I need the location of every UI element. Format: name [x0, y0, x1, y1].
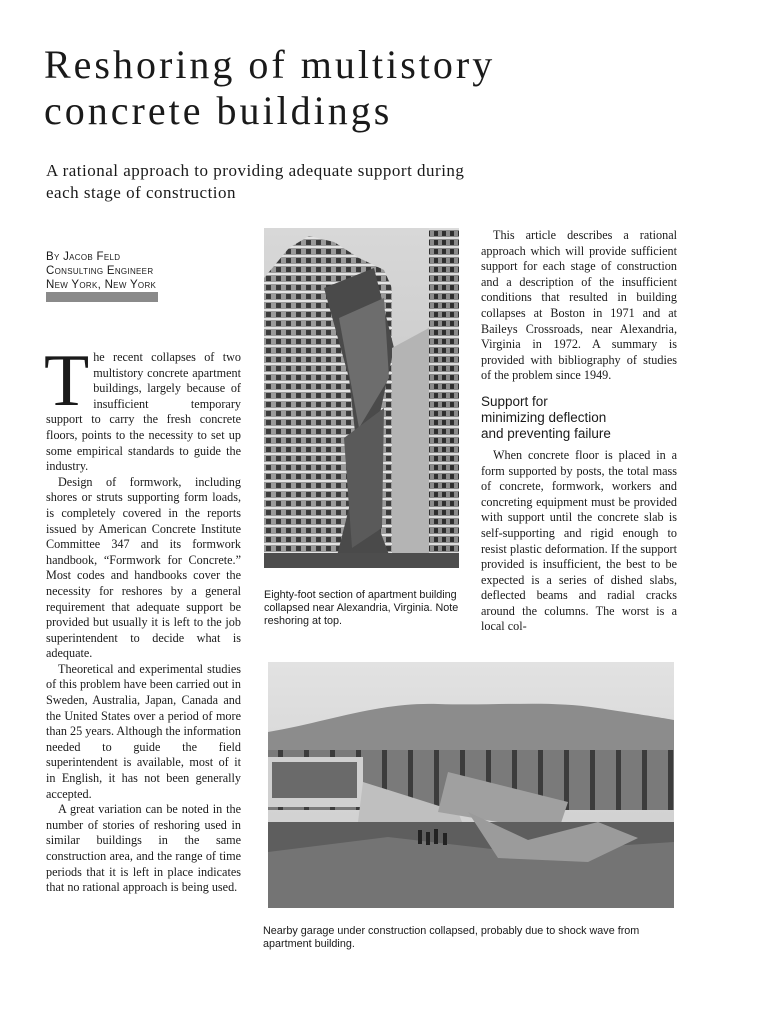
paragraph [44, 340, 241, 475]
byline [46, 250, 246, 292]
byline-location: New York, New York [46, 279, 157, 291]
column-right [481, 228, 677, 635]
paragraph: Theoretical and experimental studies of this problem have been carried out in Sweden, Australia, Japan, Canada and the United States over a period of more than 25 years. Although the information needed to guide the field superintendent is available, most of it in English, it has not been generally accepted. [46, 661, 241, 801]
byline-rule [46, 292, 158, 302]
title-line-2: concrete buildings [44, 88, 393, 133]
byline-role: Consulting Engineer [46, 265, 154, 277]
photo-caption: Eighty-foot section of apartment building collapsed near Alexandria, Virginia. Note reshoring at top. [264, 588, 459, 627]
paragraph: When concrete floor is placed in a form supported by posts, the total mass of concrete, formwork, workers and concreting equipment must be provided with support until the concrete slab is self-supporting and rigid enough to resist plastic deformation. If the support provided is insufficient, the best to be expected is a series of dished slabs, deflected beams and radial cracks around the columns. The worst is a local col- [481, 447, 677, 634]
photo-caption: Nearby garage under construction collapsed, probably due to shock wave from apartment building. [263, 924, 640, 950]
paragraph-text: he recent collapses of two multistory concrete apartment buildings, largely because of insufficient temporary support to carry the fresh concrete floors, points to the necessity to set up some empirical standards to guide the industry. [46, 350, 241, 474]
photo-collapsed-apartment-building [264, 228, 459, 568]
section-heading: Support for minimizing deflection and preventing failure [481, 393, 611, 441]
photo-collapsed-garage [268, 662, 674, 908]
paragraph: This article describes a rational approach which will provide sufficient support for each stage of construction and a description of the insufficient conditions that resulted in building collapses at Boston in 1971 and at Baileys Crossroads, near Alexandria, Virginia in 1972. A summary is provided with bibliography of studies of the problem since 1949. [481, 228, 677, 383]
article-title [44, 42, 734, 134]
paragraph: A great variation can be noted in the number of stories of reshoring used in similar buildings in the same construction area, and the range of time periods that it is left in place indicates that no rational approach is being used. [46, 802, 241, 895]
column-left [44, 340, 241, 896]
paragraph: Design of formwork, including shores or struts supporting form loads, is completely covered in the reports issued by American Concrete Institute Committee 347 and its formwork handbook, “Formwork for Concrete.” Most codes and handbooks cover the necessity for reshores by a general requirement that adequate support be provided but usually it is left to the job superintendent to decide what is adequate. [46, 474, 241, 661]
byline-author: By Jacob Feld [46, 251, 121, 263]
drop-cap: T [44, 340, 90, 422]
title-line-1: Reshoring of multistory [44, 42, 496, 87]
article-subtitle: A rational approach to providing adequate support during each stage of construction [46, 161, 465, 202]
